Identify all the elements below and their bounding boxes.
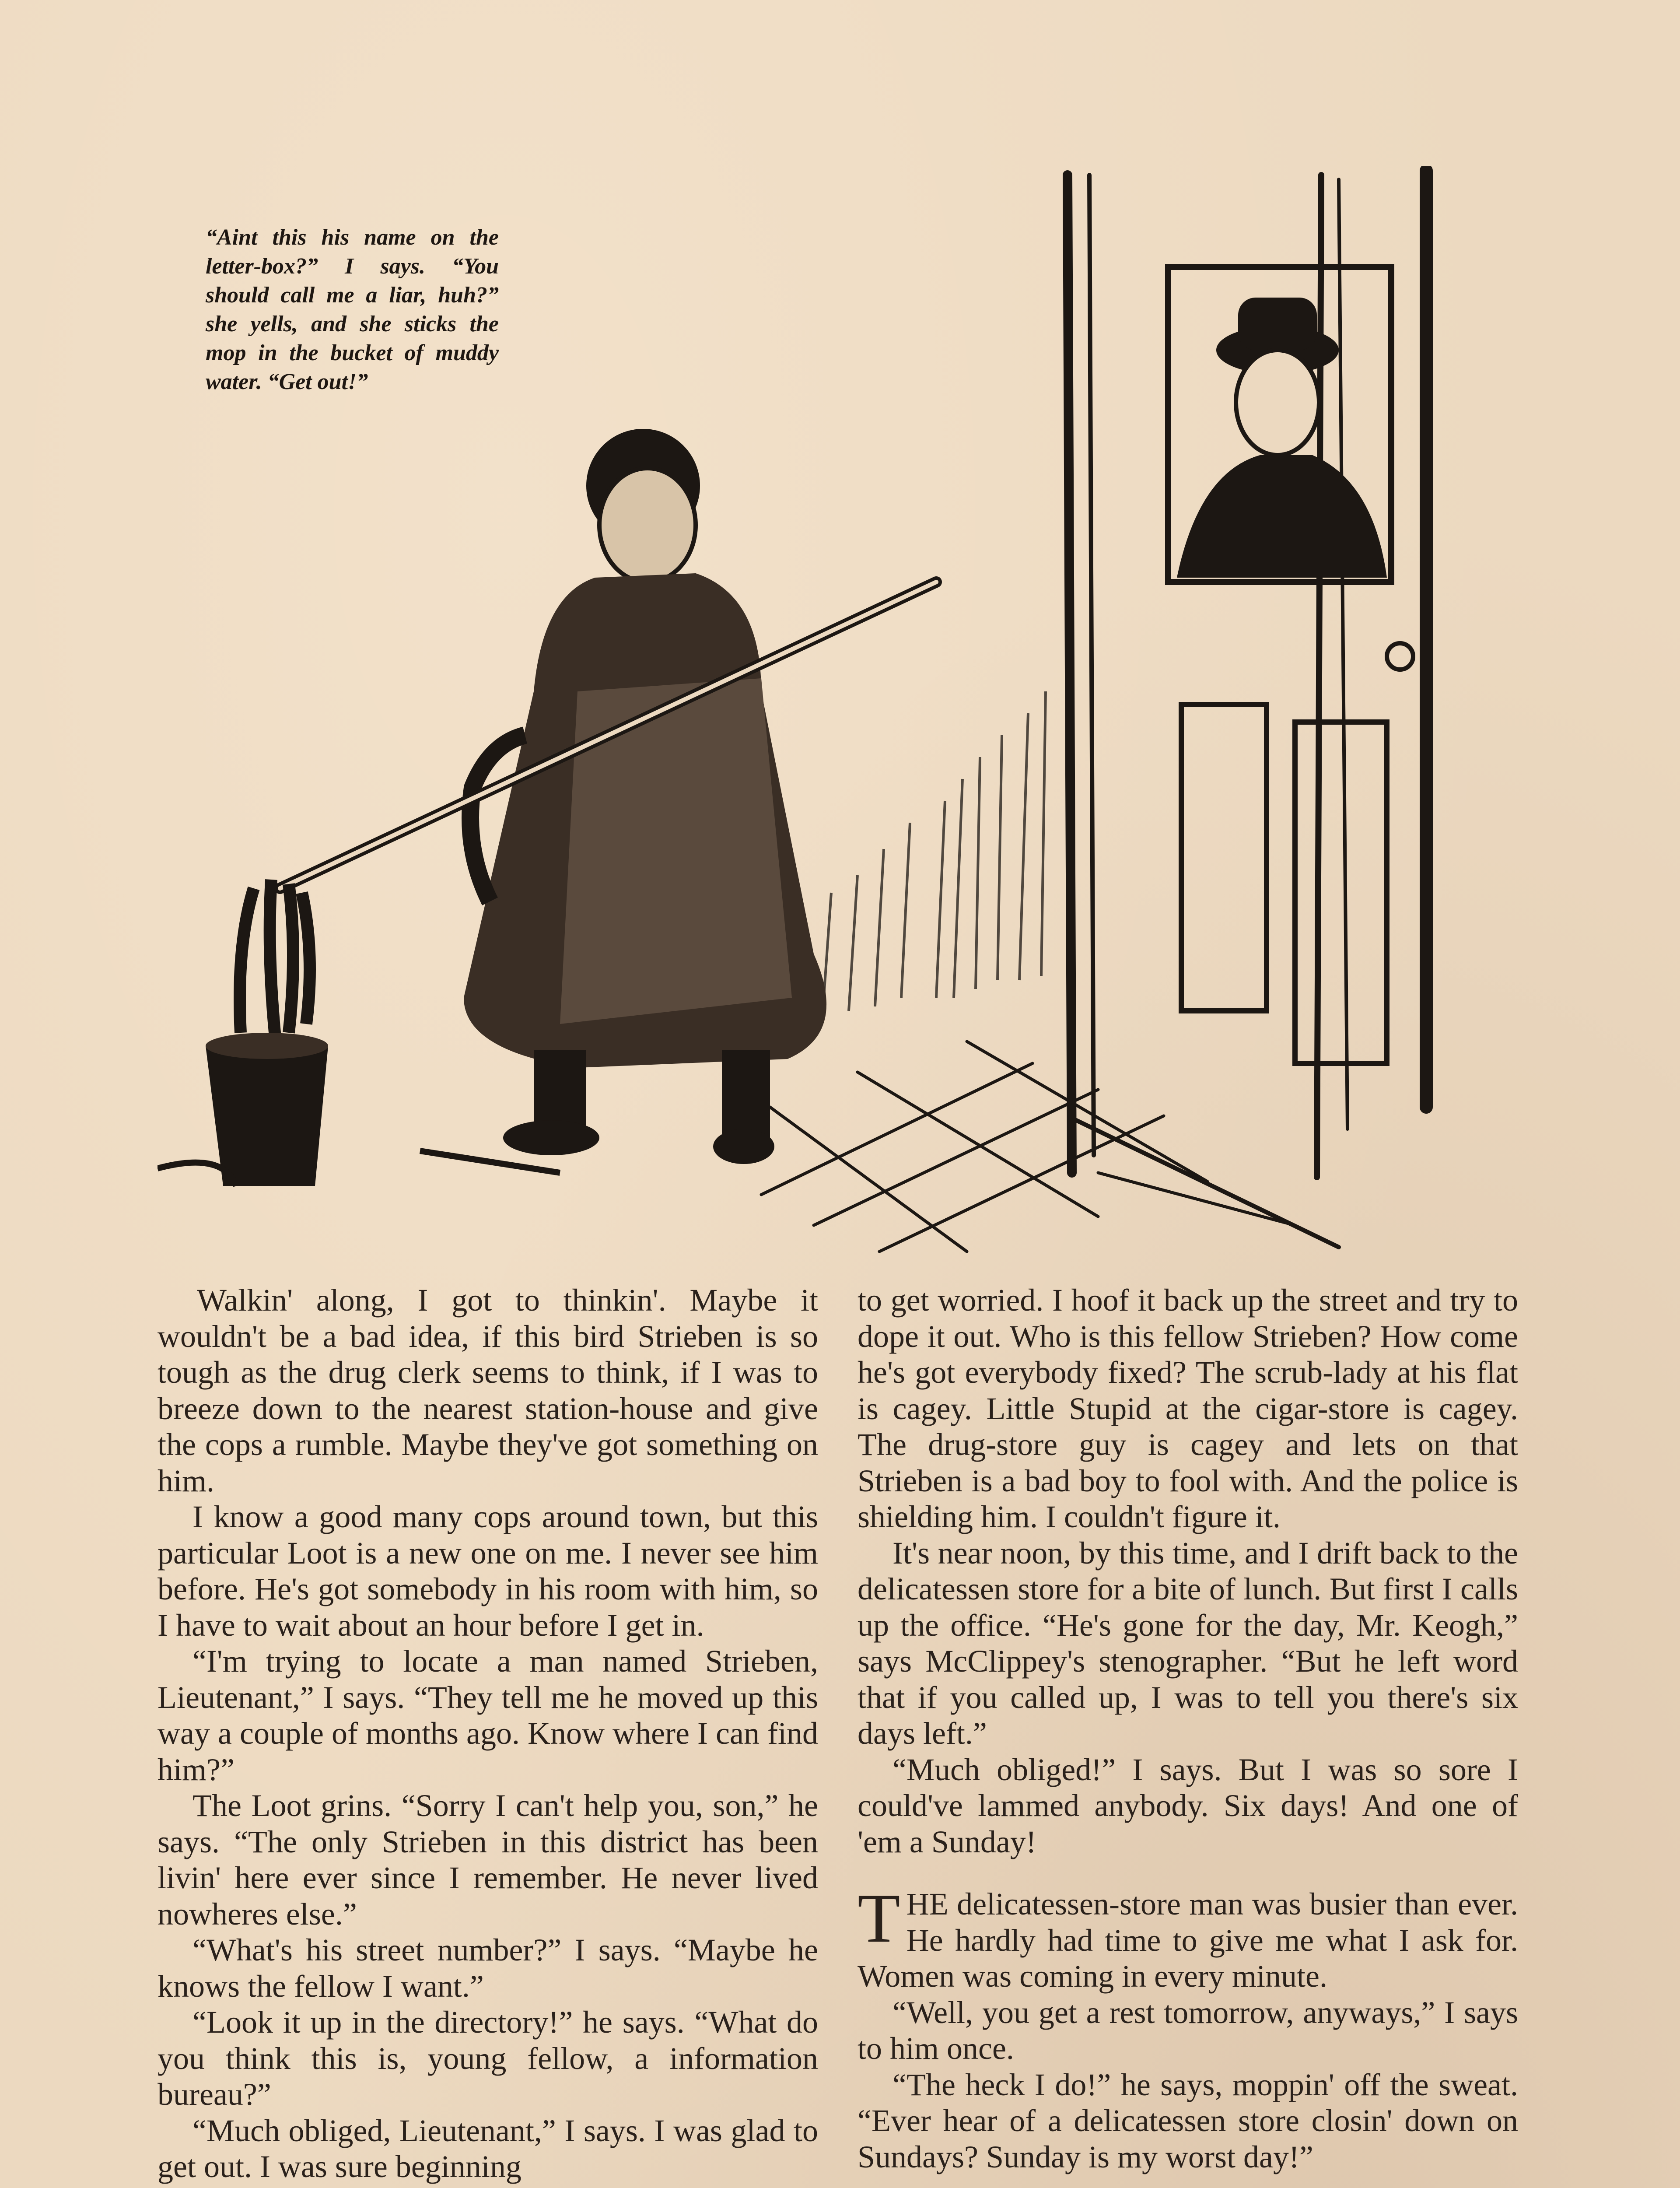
- floor-tiles: [761, 1041, 1295, 1252]
- paragraph: to get worried. I hoof it back up the street and try to dope it out. Who is this fellow Strieben? How come he's got everybody fixed? The scrub-lady at his flat is cagey. Little Stupid at the cigar-store is cagey. The drug-store guy is cagey and lets on that Strieben is a bad boy to fool with. And the police is shielding him. I couldn't figure it.: [858, 1283, 1518, 1534]
- paragraph: “The heck I do!” he says, moppin' off the sweat. “Ever hear of a delicatessen store closin' down on Sundays? Sunday is my worst day!”: [858, 2067, 1518, 2174]
- paragraph: I know a good many cops around town, but this particular Loot is a new one on me. I never see him before. He's got somebody in his room with him, so I have to wait about an hour before I get in.: [158, 1499, 818, 1643]
- paragraph: “Much obliged!” I says. But I was so sore I could've lammed anybody. Six days! And one of 'em a Sunday!: [858, 1752, 1518, 1859]
- door-panel-left: [1181, 705, 1267, 1011]
- drop-cap-text: HE delicatessen-store man was busier than ever. He hardly had time to give me what I ask for. Women was coming in every minute.: [858, 1886, 1518, 1994]
- text-column-right: [858, 1282, 1518, 2175]
- man-in-window: [1177, 298, 1387, 578]
- paragraph: The Loot grins. “Sorry I can't help you, son,” he says. “The only Strieben in this district has been livin' here ever since I remember. He never lived nowheres else.”: [158, 1788, 818, 1932]
- drop-cap: T: [858, 1879, 900, 1957]
- paragraph: Walkin' along, I got to thinkin'. Maybe it wouldn't be a bad idea, if this bird Strieben is so tough as the drug clerk seems to think, if I was to breeze down to the nearest station-house and give the cops a rumble. Maybe they've got something on him.: [158, 1283, 818, 1498]
- text-column-left: [158, 1282, 818, 2185]
- scrub-woman: [464, 429, 826, 1164]
- paragraph: “Well, you get a rest tomorrow, anyways,” I says to him once.: [858, 1995, 1518, 2066]
- bucket: [206, 1046, 328, 1186]
- section-opening-paragraph: [858, 1879, 1518, 1995]
- paragraph: “Look it up in the directory!” he says. “What do you think this is, young fellow, a information bureau?”: [158, 2005, 818, 2112]
- door-panel-right: [1295, 722, 1387, 1063]
- paragraph: “I'm trying to locate a man named Strieben, Lieutenant,” I says. “They tell me he moved up this way a couple of months ago. Know where I can find him?”: [158, 1644, 818, 1787]
- paragraph: “What's his street number?” I says. “Maybe he knows the fellow I want.”: [158, 1932, 818, 2004]
- door-knob: [1387, 643, 1413, 670]
- paragraph: “Much obliged, Lieutenant,” I says. I was glad to get out. I was sure beginning: [158, 2113, 818, 2184]
- paragraph: It's near noon, by this time, and I drift back to the delicatessen store for a bite of lunch. But first I calls up the office. “He's gone for the day, Mr. Keogh,” says McClippey's stenographer. “But he left word that if you called up, I was to tell you there's six days left.”: [858, 1535, 1518, 1751]
- door-frame: [1068, 175, 1072, 1173]
- illustration-caption: “Aint this his name on the letter-box?” I says. “You should call me a liar, huh?” she yells, and she sticks the mop in the bucket of muddy water. “Get out!”: [206, 225, 499, 394]
